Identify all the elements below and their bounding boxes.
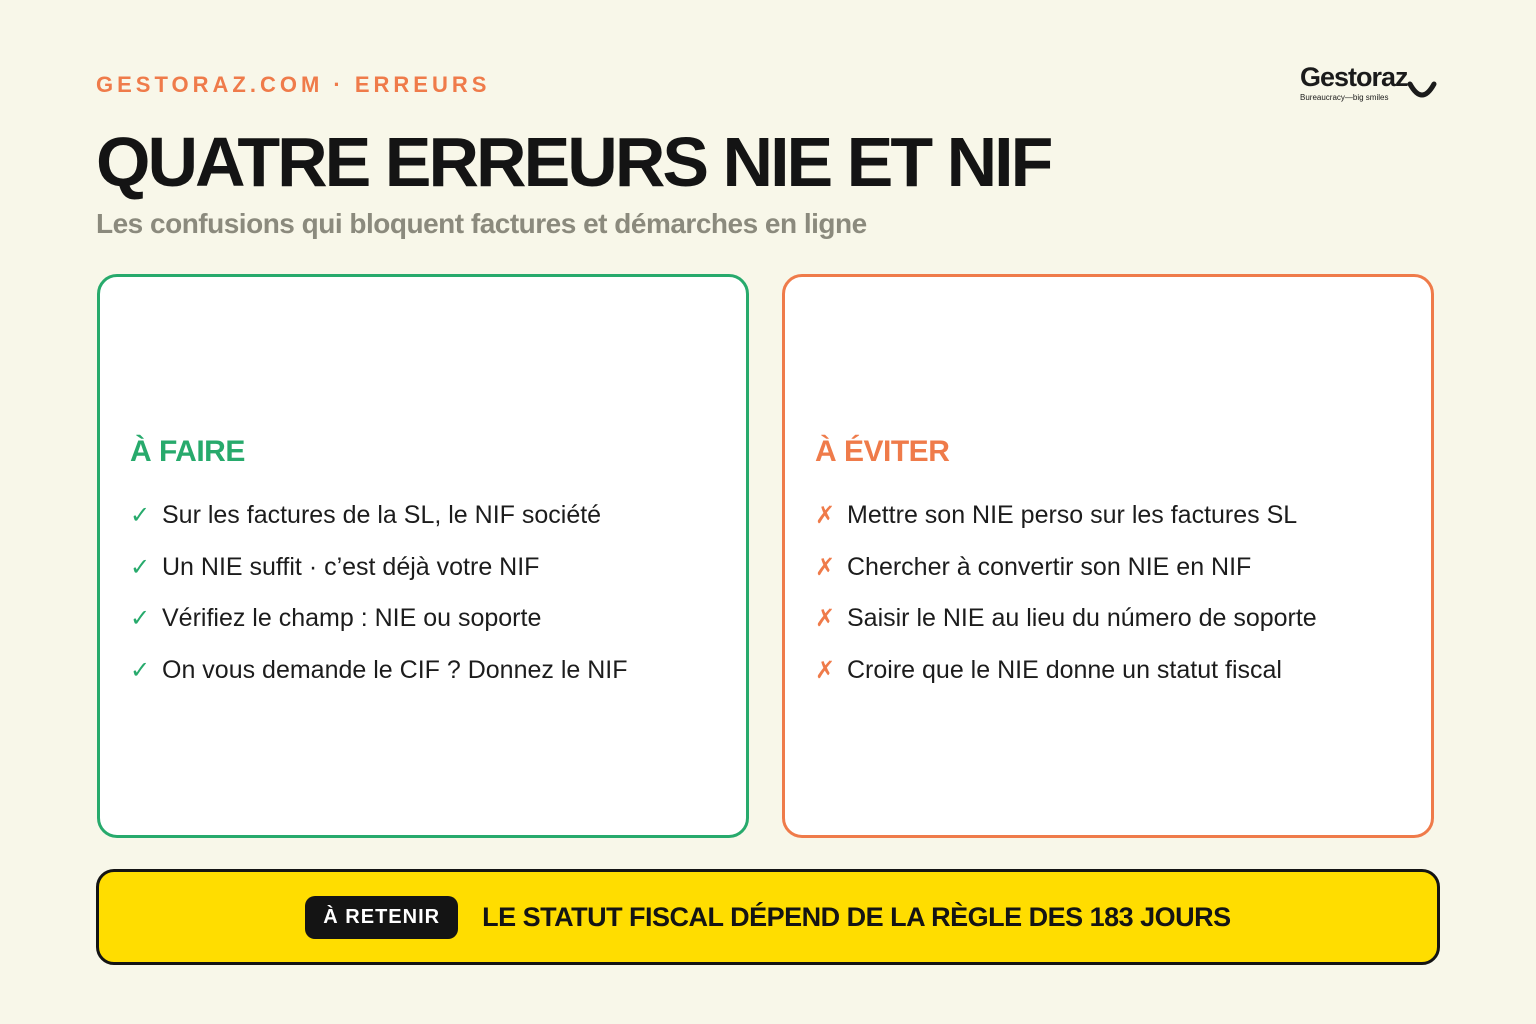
do-card: [97, 274, 749, 838]
list-item: [130, 547, 628, 599]
check-icon: ✓: [130, 502, 151, 529]
eyebrow-label: GESTORAZ.COM · ERREURS: [96, 72, 491, 97]
list-item-text: Mettre son NIE perso sur les factures SL: [847, 501, 1298, 529]
list-item: [130, 495, 628, 547]
list-item: [815, 495, 1317, 547]
list-item: [130, 598, 628, 650]
check-icon: ✓: [130, 605, 151, 632]
cross-icon: ✗: [815, 656, 836, 684]
page-title: QUATRE ERREURS NIE ET NIF: [96, 123, 1051, 201]
logo-tagline: Bureaucracy—big smiles: [1300, 93, 1389, 102]
list-item-text: Sur les factures de la SL, le NIF société: [162, 501, 602, 529]
list-item: [815, 547, 1317, 599]
list-item-text: Croire que le NIE donne un statut fiscal: [847, 655, 1282, 684]
list-item: [130, 650, 628, 702]
list-item-text: On vous demande le CIF ? Donnez le NIF: [162, 655, 628, 684]
list-item-text: Chercher à convertir son NIE en NIF: [847, 552, 1252, 581]
brand-logo: [1300, 62, 1440, 106]
list-item-text: Un NIE suffit · c’est déjà votre NIF: [162, 552, 540, 581]
cross-icon: ✗: [815, 605, 836, 632]
list-item: [815, 598, 1317, 650]
do-card-heading: À FAIRE: [130, 435, 245, 468]
key-takeaway-banner: [96, 869, 1440, 965]
takeaway-badge: À RETENIR: [305, 896, 458, 939]
check-icon: ✓: [130, 553, 151, 581]
cross-icon: ✗: [815, 553, 836, 581]
takeaway-text: LE STATUT FISCAL DÉPEND DE LA RÈGLE DES 183 JOURS: [482, 901, 1231, 932]
avoid-list: [815, 495, 1317, 701]
list-item-text: Vérifiez le champ : NIE ou soporte: [162, 604, 542, 632]
check-icon: ✓: [130, 656, 151, 684]
do-list: [130, 495, 628, 701]
avoid-card-heading: À ÉVITER: [815, 435, 950, 468]
page-subtitle: Les confusions qui bloquent factures et démarches en ligne: [96, 208, 867, 239]
cross-icon: ✗: [815, 502, 836, 529]
smile-icon: [1404, 76, 1440, 106]
list-item: [815, 650, 1317, 702]
list-item-text: Saisir le NIE au lieu du número de soporte: [847, 604, 1317, 632]
logo-wordmark: Gestoraz: [1300, 62, 1408, 92]
avoid-card: [782, 274, 1434, 838]
